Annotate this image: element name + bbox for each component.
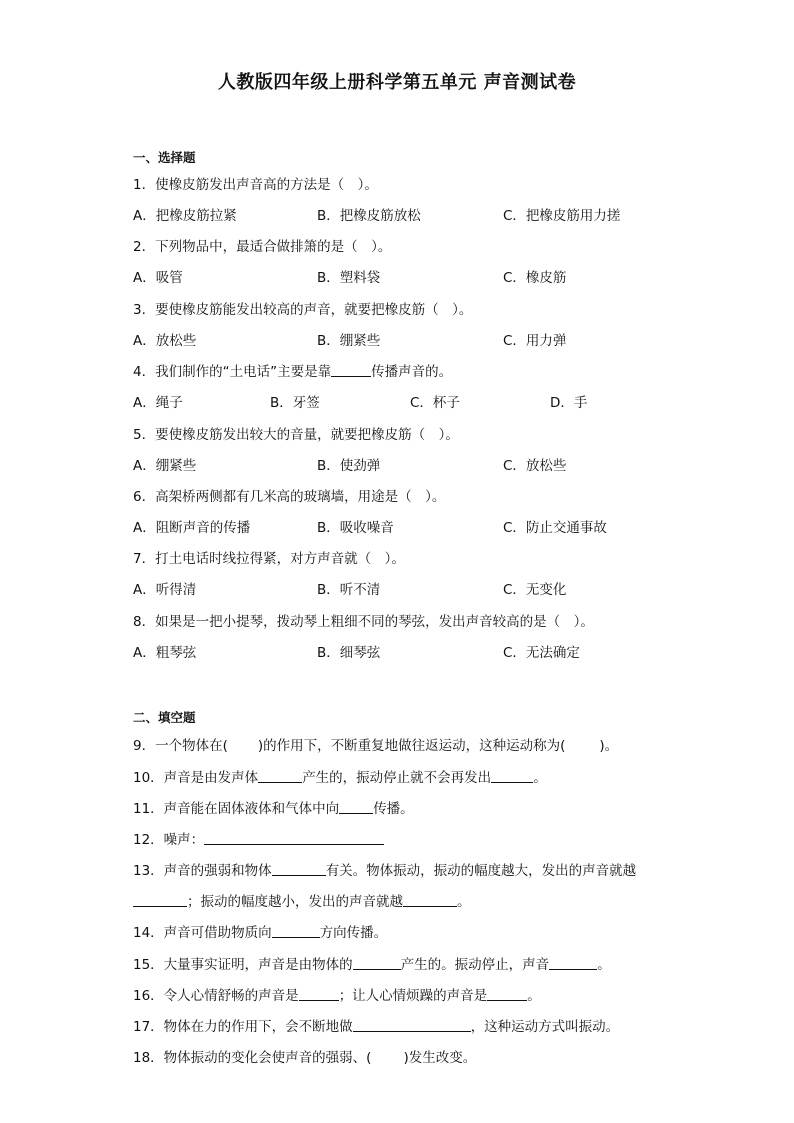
q2-option-b: B．塑料袋 xyxy=(317,270,381,286)
answer-blank[interactable] xyxy=(487,988,527,1001)
answer-blank[interactable] xyxy=(339,801,373,814)
answer-blank[interactable] xyxy=(133,894,187,907)
q8-option-b: B．细琴弦 xyxy=(317,645,381,661)
answer-blank[interactable] xyxy=(272,925,320,938)
section-heading-fill: 二、填空题 xyxy=(133,710,196,725)
q1-option-b: B．把橡皮筋放松 xyxy=(317,208,421,224)
question-10: 10．声音是由发声体 产生的，振动停止就不会再发出 。 xyxy=(133,770,547,786)
q8-option-a: A．粗琴弦 xyxy=(133,645,197,661)
q4-option-b: B．牙签 xyxy=(270,395,320,411)
q5-option-b: B．使劲弹 xyxy=(317,458,381,474)
q3-option-c: C．用力弹 xyxy=(503,333,567,349)
q3-option-b: B．绷紧些 xyxy=(317,333,381,349)
question-15: 15．大量事实证明，声音是由物体的 产生的。振动停止，声音 。 xyxy=(133,957,611,973)
answer-blank[interactable] xyxy=(258,770,302,783)
question-13-cont: ；振动的幅度越小，发出的声音就越 。 xyxy=(133,890,471,910)
page-title: 人教版四年级上册科学第五单元 声音测试卷 xyxy=(217,72,577,93)
question-13: 13．声音的强弱和物体 有关。物体振动，振动的幅度越大，发出的声音就越 xyxy=(133,863,637,879)
question-17: 17．物体在力的作用下，会不断地做 ，这种运动方式叫振动。 xyxy=(133,1019,620,1035)
q6-option-c: C．防止交通事故 xyxy=(503,520,607,536)
q6-option-b: B．吸收噪音 xyxy=(317,520,394,536)
section-heading-choice: 一、选择题 xyxy=(133,150,196,165)
question-6: 6．高架桥两侧都有几米高的玻璃墙，用途是（ ）。 xyxy=(133,489,446,505)
q1-option-a: A．把橡皮筋拉紧 xyxy=(133,208,237,224)
answer-blank[interactable] xyxy=(299,988,339,1001)
question-1: 1．使橡皮筋发出声音高的方法是（ ）。 xyxy=(133,177,378,193)
q2-option-a: A．吸管 xyxy=(133,270,183,286)
answer-blank[interactable] xyxy=(204,832,384,845)
q3-option-a: A．放松些 xyxy=(133,333,197,349)
question-5: 5．要使橡皮筋发出较大的音量，就要把橡皮筋（ ）。 xyxy=(133,427,459,443)
answer-blank[interactable] xyxy=(272,863,326,876)
answer-blank[interactable] xyxy=(353,957,401,970)
q6-option-a: A．阻断声音的传播 xyxy=(133,520,251,536)
question-11: 11．声音能在固体液体和气体中向 传播。 xyxy=(133,801,414,817)
q4-option-a: A．绳子 xyxy=(133,395,183,411)
question-12: 12．噪声： xyxy=(133,828,384,848)
q7-option-a: A．听得清 xyxy=(133,582,197,598)
answer-blank[interactable] xyxy=(331,364,371,377)
q1-option-c: C．把橡皮筋用力搓 xyxy=(503,208,621,224)
q2-option-c: C．橡皮筋 xyxy=(503,270,567,286)
question-4: 4．我们制作的“土电话”主要是靠 传播声音的。 xyxy=(133,364,453,380)
q5-option-c: C．放松些 xyxy=(503,458,567,474)
answer-blank[interactable] xyxy=(403,894,457,907)
question-3: 3．要使橡皮筋能发出较高的声音，就要把橡皮筋（ ）。 xyxy=(133,302,473,318)
q7-option-b: B．听不清 xyxy=(317,582,381,598)
question-7: 7．打土电话时线拉得紧，对方声音就（ ）。 xyxy=(133,551,405,567)
question-8: 8．如果是一把小提琴，拨动琴上粗细不同的琴弦，发出声音较高的是（ ）。 xyxy=(133,614,594,630)
question-2: 2．下列物品中，最适合做排箫的是（ ）。 xyxy=(133,239,392,255)
q4-option-d: D．手 xyxy=(550,395,588,411)
question-18: 18．物体振动的变化会使声音的强弱、( )发生改变。 xyxy=(133,1050,477,1066)
q4-option-c: C．杯子 xyxy=(410,395,460,411)
question-16: 16．令人心情舒畅的声音是 ；让人心情烦躁的声音是 。 xyxy=(133,988,541,1004)
q8-option-c: C．无法确定 xyxy=(503,645,580,661)
question-9: 9．一个物体在( )的作用下，不断重复地做往返运动，这种运动称为( )。 xyxy=(133,738,619,754)
answer-blank[interactable] xyxy=(353,1019,471,1032)
answer-blank[interactable] xyxy=(549,957,597,970)
q5-option-a: A．绷紧些 xyxy=(133,458,197,474)
q7-option-c: C．无变化 xyxy=(503,582,567,598)
question-14: 14．声音可借助物质向 方向传播。 xyxy=(133,925,388,941)
answer-blank[interactable] xyxy=(491,770,533,783)
